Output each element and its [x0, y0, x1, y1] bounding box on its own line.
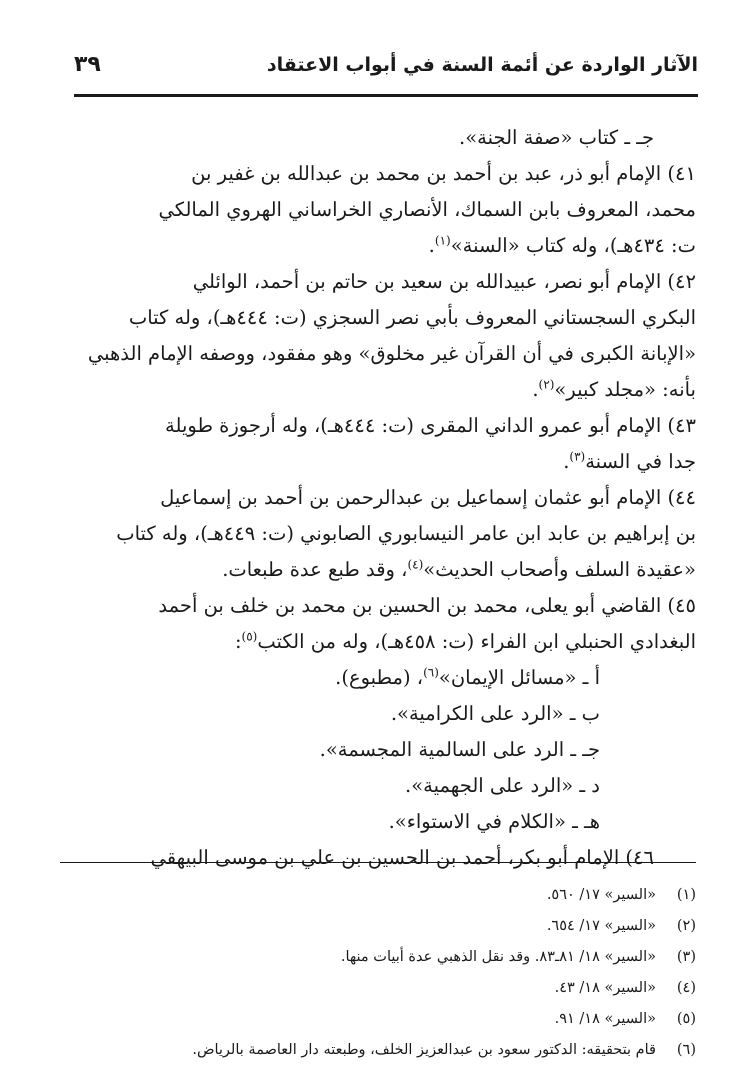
footnote-ref: (٢): [538, 377, 555, 392]
footnote-number: (٦): [676, 1042, 696, 1058]
footnote-item: [78, 1035, 696, 1066]
text-line: هـ ـ «الكلام في الاستواء».: [388, 810, 600, 833]
text-line: البكري السجستاني المعروف بأبي نصر السجزي (ت: ٤٤٤هـ)، وله كتاب: [128, 306, 696, 329]
text-line: ب ـ «الرد على الكرامية».: [390, 702, 600, 725]
text-line: «الإبانة الكبرى في أن القرآن غير مخلوق» وهو مفقود، ووصفه الإمام الذهبي: [87, 342, 696, 365]
footnote-text: «السير» ١٧/ ٦٥٤.: [546, 918, 656, 934]
text-line: ٤٥) القاضي أبو يعلى، محمد بن الحسين بن محمد بن خلف بن أحمد: [158, 594, 696, 617]
footnote-ref: (٣): [569, 449, 586, 464]
footnote-divider: [60, 862, 696, 863]
page-header: [74, 46, 698, 97]
footnote-number: (٤): [676, 980, 696, 996]
text-line: بن إبراهيم بن عابد ابن عامر النيسابوري الصابوني (ت: ٤٤٩هـ)، وله كتاب: [116, 522, 696, 545]
text-line: «عقيدة السلف وأصحاب الحديث»$^{(٤)}$، وقد طبع عدة طبعات.: [222, 557, 696, 581]
page-number: ٣٩: [74, 52, 101, 77]
footnotes: [78, 880, 696, 1066]
footnote-item: [78, 973, 696, 1004]
footnote-text: قام بتحقيقه: الدكتور سعود بن عبدالعزيز الخلف، وطبعته دار العاصمة بالرياض.: [192, 1042, 656, 1058]
text-line: البغدادي الحنبلي ابن الفراء (ت: ٤٥٨هـ)، وله من الكتب$^{(٥)}$:: [234, 629, 696, 653]
footnote-text: «السير» ١٨/ ٩١.: [554, 1011, 656, 1027]
footnote-ref: (١): [434, 233, 451, 248]
footnote-text: «السير» ١٨/ ٨١ـ٨٣. وقد نقل الذهبي عدة أبيات منها.: [340, 949, 656, 965]
text-line: ٤٣) الإمام أبو عمرو الداني المقرى (ت: ٤٤٤هـ)، وله أرجوزة طويلة: [165, 414, 696, 437]
text-line: أ ـ «مسائل الإيمان»$^{(٦)}$، (مطبوع).: [335, 665, 600, 689]
text-line: ٤٢) الإمام أبو نصر، عبيدالله بن سعيد بن حاتم بن أحمد، الوائلي: [192, 270, 696, 293]
footnote-item: [78, 1004, 696, 1035]
footnote-text: «السير» ١٨/ ٤٣.: [554, 980, 656, 996]
footnote-number: (٣): [676, 949, 696, 965]
text-line: ٤٦) الإمام أبو بكر، أحمد بن الحسين بن علي بن موسى البيهقي: [150, 846, 654, 869]
text-line: محمد، المعروف بابن السماك، الأنصاري الخراساني الهروي المالكي: [158, 198, 696, 221]
text-line: جدا في السنة$^{(٣)}$.: [563, 449, 696, 473]
text-line: ٤٤) الإمام أبو عثمان إسماعيل بن عبدالرحمن بن أحمد بن إسماعيل: [160, 486, 696, 509]
footnote-item: [78, 942, 696, 973]
running-title: الآثار الواردة عن أئمة السنة في أبواب الاعتقاد: [266, 54, 698, 76]
footnote-ref: (٥): [241, 629, 258, 644]
text-line: ٤١) الإمام أبو ذر، عبد بن أحمد بن محمد بن عبدالله بن غفير بن: [191, 162, 696, 185]
text-line: بأنه: «مجلد كبير»$^{(٢)}$.: [532, 377, 696, 401]
text-line: جـ ـ كتاب «صفة الجنة».: [459, 126, 654, 149]
footnote-number: (٥): [676, 1011, 696, 1027]
footnote-ref: (٦): [423, 665, 439, 680]
footnote-item: [78, 911, 696, 942]
text-line: جـ ـ الرد على السالمية المجسمة».: [319, 738, 600, 761]
footnote-ref: (٤): [407, 557, 424, 572]
footnote-text: «السير» ١٧/ ٥٦٠.: [546, 887, 656, 903]
main-text: [78, 120, 696, 876]
footnote-item: [78, 880, 696, 911]
text-line: د ـ «الرد على الجهمية».: [405, 774, 600, 797]
text-line: ت: ٤٣٤هـ)، وله كتاب «السنة»$^{(١)}$.: [428, 233, 696, 257]
footnote-number: (١): [676, 887, 696, 903]
footnote-number: (٢): [676, 918, 696, 934]
